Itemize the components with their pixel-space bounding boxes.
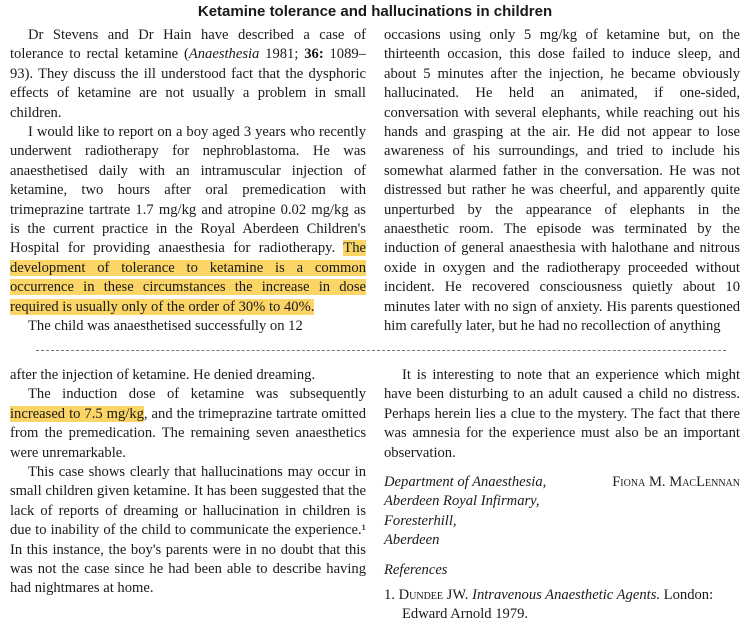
paragraph-dreaming: after the injection of ketamine. He denied dreaming. [10, 367, 316, 383]
department: Department of Anaesthesia, [384, 474, 547, 491]
paragraph-case: I would like to report on a boy aged 3 years who recently underwent radiotherapy for nephroblastoma. He was anaesthetised daily with an intramuscular injection of ketamine, two hours after oral premedication with trimeprazine tartrate 1.7 mg/kg and atropine 0.02 mg/kg as is the current practice in the Royal Aberdeen Children's Hospital for providing anaesthesia for radiotherapy. The development of tolerance to ketamine is a common occurrence in these circumstances the increase in dose required is usually only of the order of 30% to 40%. [10, 124, 366, 315]
column-break-divider [36, 350, 726, 351]
article-title: Ketamine tolerance and hallucinations in children [197, 3, 553, 20]
column-2 [384, 26, 740, 337]
column-4 [384, 366, 740, 625]
address-line-3: Aberdeen [384, 532, 440, 549]
paragraph-interesting: It is interesting to note that an experience which might have been disturbing to an adult caused a child no distress. Perhaps herein lies a clue to the mystery. The fact that there was amnesia for the experience must also be an important observation. [384, 367, 740, 461]
paragraph-continued: The child was anaesthetised successfully on 12 [28, 318, 303, 335]
volume-number: 36: [304, 46, 324, 63]
reference-author: Dundee JW. [398, 587, 469, 604]
highlighted-text-dose: increased to 7.5 mg/kg [10, 405, 144, 422]
reference-title: Intravenous Anaesthetic Agents. [468, 587, 661, 604]
journal-name: Anaesthesia [188, 46, 260, 63]
paragraph-conclusion: This case shows clearly that hallucinations may occur in small children given ketamine. It has been suggested that the lack of reports of dreaming or hallucination in children is due to inability of the child to communicate the experience.¹ In this instance, the boy's parents were in no doubt that this was not the case since he had been able to describe having had nightmares at home. [10, 464, 366, 597]
references-heading: References [384, 561, 448, 578]
highlighted-text-tolerance: The development of tolerance to ketamine is a common occurrence in these circumstances the increase in dose required is usually only of the order of 30% to 40%. [10, 240, 366, 315]
column-1 [10, 26, 366, 337]
reference-publisher: London: Edward Arnold 1979. [402, 587, 714, 623]
paragraph-hallucination: occasions using only 5 mg/kg of ketamine but, on the thirteenth occasion, this dose failed to induce sleep, and about 5 minutes after the injection, he became obviously hallucinated. He held an animated, if one-sided, conversation with several elephants, while reaching out his hands and grasping at the air. He did not appear to lose awareness of his surroundings, and tried to include his somewhat alarmed father in the conversation. He was not distressed but rather he was cheerful, and apparently quite unperturbed by the appearance of elephants in the anaesthetic room. The episode was terminated by the induction of general anaesthesia with halothane and nitrous oxide in oxygen and the radiotherapy proceeded without incident. He recovered consciousness quietly about 10 minutes later with no sign of anxiety. His parents questioned him carefully later, but he had no recollection of anything [384, 27, 740, 335]
author-name: Fiona M. MacLennan [612, 474, 740, 491]
reference-item: 1. Dundee JW. Intravenous Anaesthetic Agents. London: Edward Arnold 1979. [384, 587, 714, 623]
address-line-1: Aberdeen Royal Infirmary, [384, 493, 540, 510]
paragraph-intro: Dr Stevens and Dr Hain have described a case of tolerance to rectal ketamine (Anaesthesia 1981; 36: 1089–93). They discuss the ill understood fact that the dysphoric effects of ketamine are not usually a problem in small children. [10, 27, 366, 121]
address-line-2: Foresterhill, [384, 512, 457, 529]
address-block [384, 492, 740, 550]
paragraph-dose: The induction dose of ketamine was subsequently increased to 7.5 mg/kg, and the trimeprazine tartrate omitted from the premedication. The remaining seven anaesthetics were unremarkable. [10, 386, 366, 461]
column-3 [10, 366, 366, 599]
author-affiliation [384, 473, 740, 492]
